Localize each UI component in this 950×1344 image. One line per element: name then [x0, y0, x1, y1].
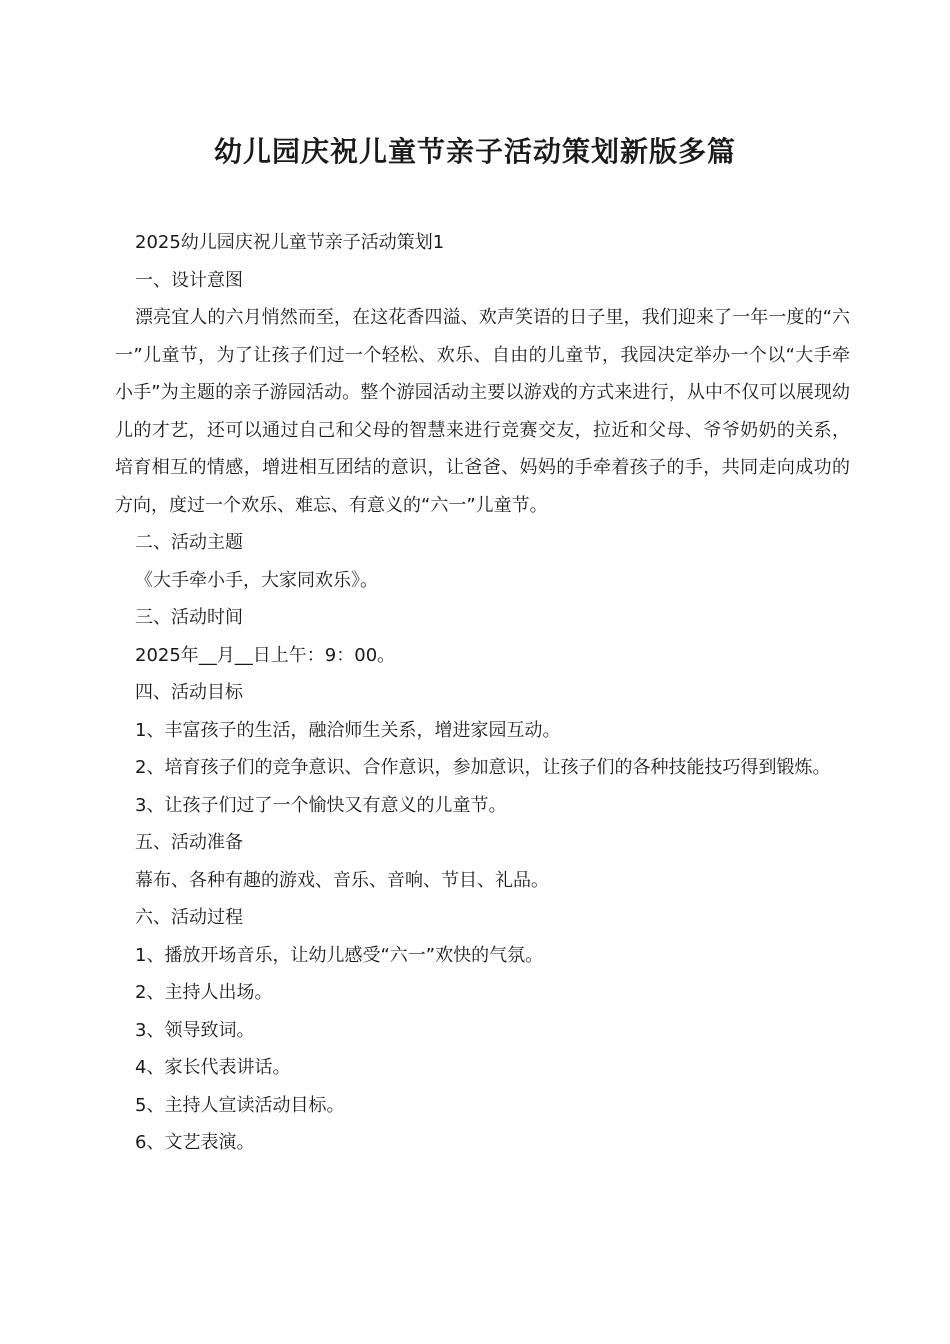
section-heading: 六、活动过程: [135, 907, 243, 928]
list-item: 2、培育孩子们的竞争意识、合作意识，参加意识，让孩子们的各种技能技巧得到锻炼。: [135, 757, 831, 778]
section-heading: 二、活动主题: [135, 532, 243, 553]
document-body: [115, 224, 850, 1162]
list-item: 4、家长代表讲话。: [135, 1057, 291, 1078]
section-heading: 四、活动目标: [135, 682, 243, 703]
body-paragraph: 2025年__月__日上午：9：00。: [135, 644, 396, 666]
body-paragraph: 幕布、各种有趣的游戏、音乐、音响、节目、礼品。: [135, 869, 549, 891]
list-item: 3、领导致词。: [135, 1019, 255, 1041]
body-paragraph: 《大手牵小手，大家同欢乐》。: [135, 569, 378, 591]
body-paragraph: 漂亮宜人的六月悄然而至，在这花香四溢、欢声笑语的日子里，我们迎来了一年一度的“六一”儿童节，为了让孩子们过一个轻松、欢乐、自由的儿童节，我园决定举办一个以“大手牵小手”为主题的亲子游园活动。整个游园活动主要以游戏的方式来进行，从中不仅可以展现幼儿的才艺，还可以通过自己和父母的智慧来进行竞赛交友，拉近和父母、爷爷奶奶的关系，培育相互的情感，增进相互团结的意识，让爸爸、妈妈的手牵着孩子的手，共同走向成功的方向，度过一个欢乐、难忘、有意义的“六一”儿童节。: [115, 307, 850, 516]
section-heading: 五、活动准备: [135, 832, 243, 853]
list-item: 5、主持人宣读活动目标。: [135, 1094, 345, 1116]
list-item: 1、丰富孩子的生活，融洽师生关系，增进家园互动。: [135, 719, 561, 741]
document-title: 幼儿园庆祝儿童节亲子活动策划新版多篇: [213, 135, 736, 168]
list-item: 3、让孩子们过了一个愉快又有意义的儿童节。: [135, 794, 507, 816]
section-heading: 三、活动时间: [135, 607, 243, 628]
section-heading: 2025幼儿园庆祝儿童节亲子活动策划1: [135, 232, 445, 253]
list-item: 1、播放开场音乐，让幼儿感受“六一”欢快的气氛。: [135, 944, 544, 966]
list-item: 2、主持人出场。: [135, 982, 273, 1003]
list-item: 6、文艺表演。: [135, 1132, 255, 1153]
section-heading: 一、设计意图: [135, 269, 243, 291]
